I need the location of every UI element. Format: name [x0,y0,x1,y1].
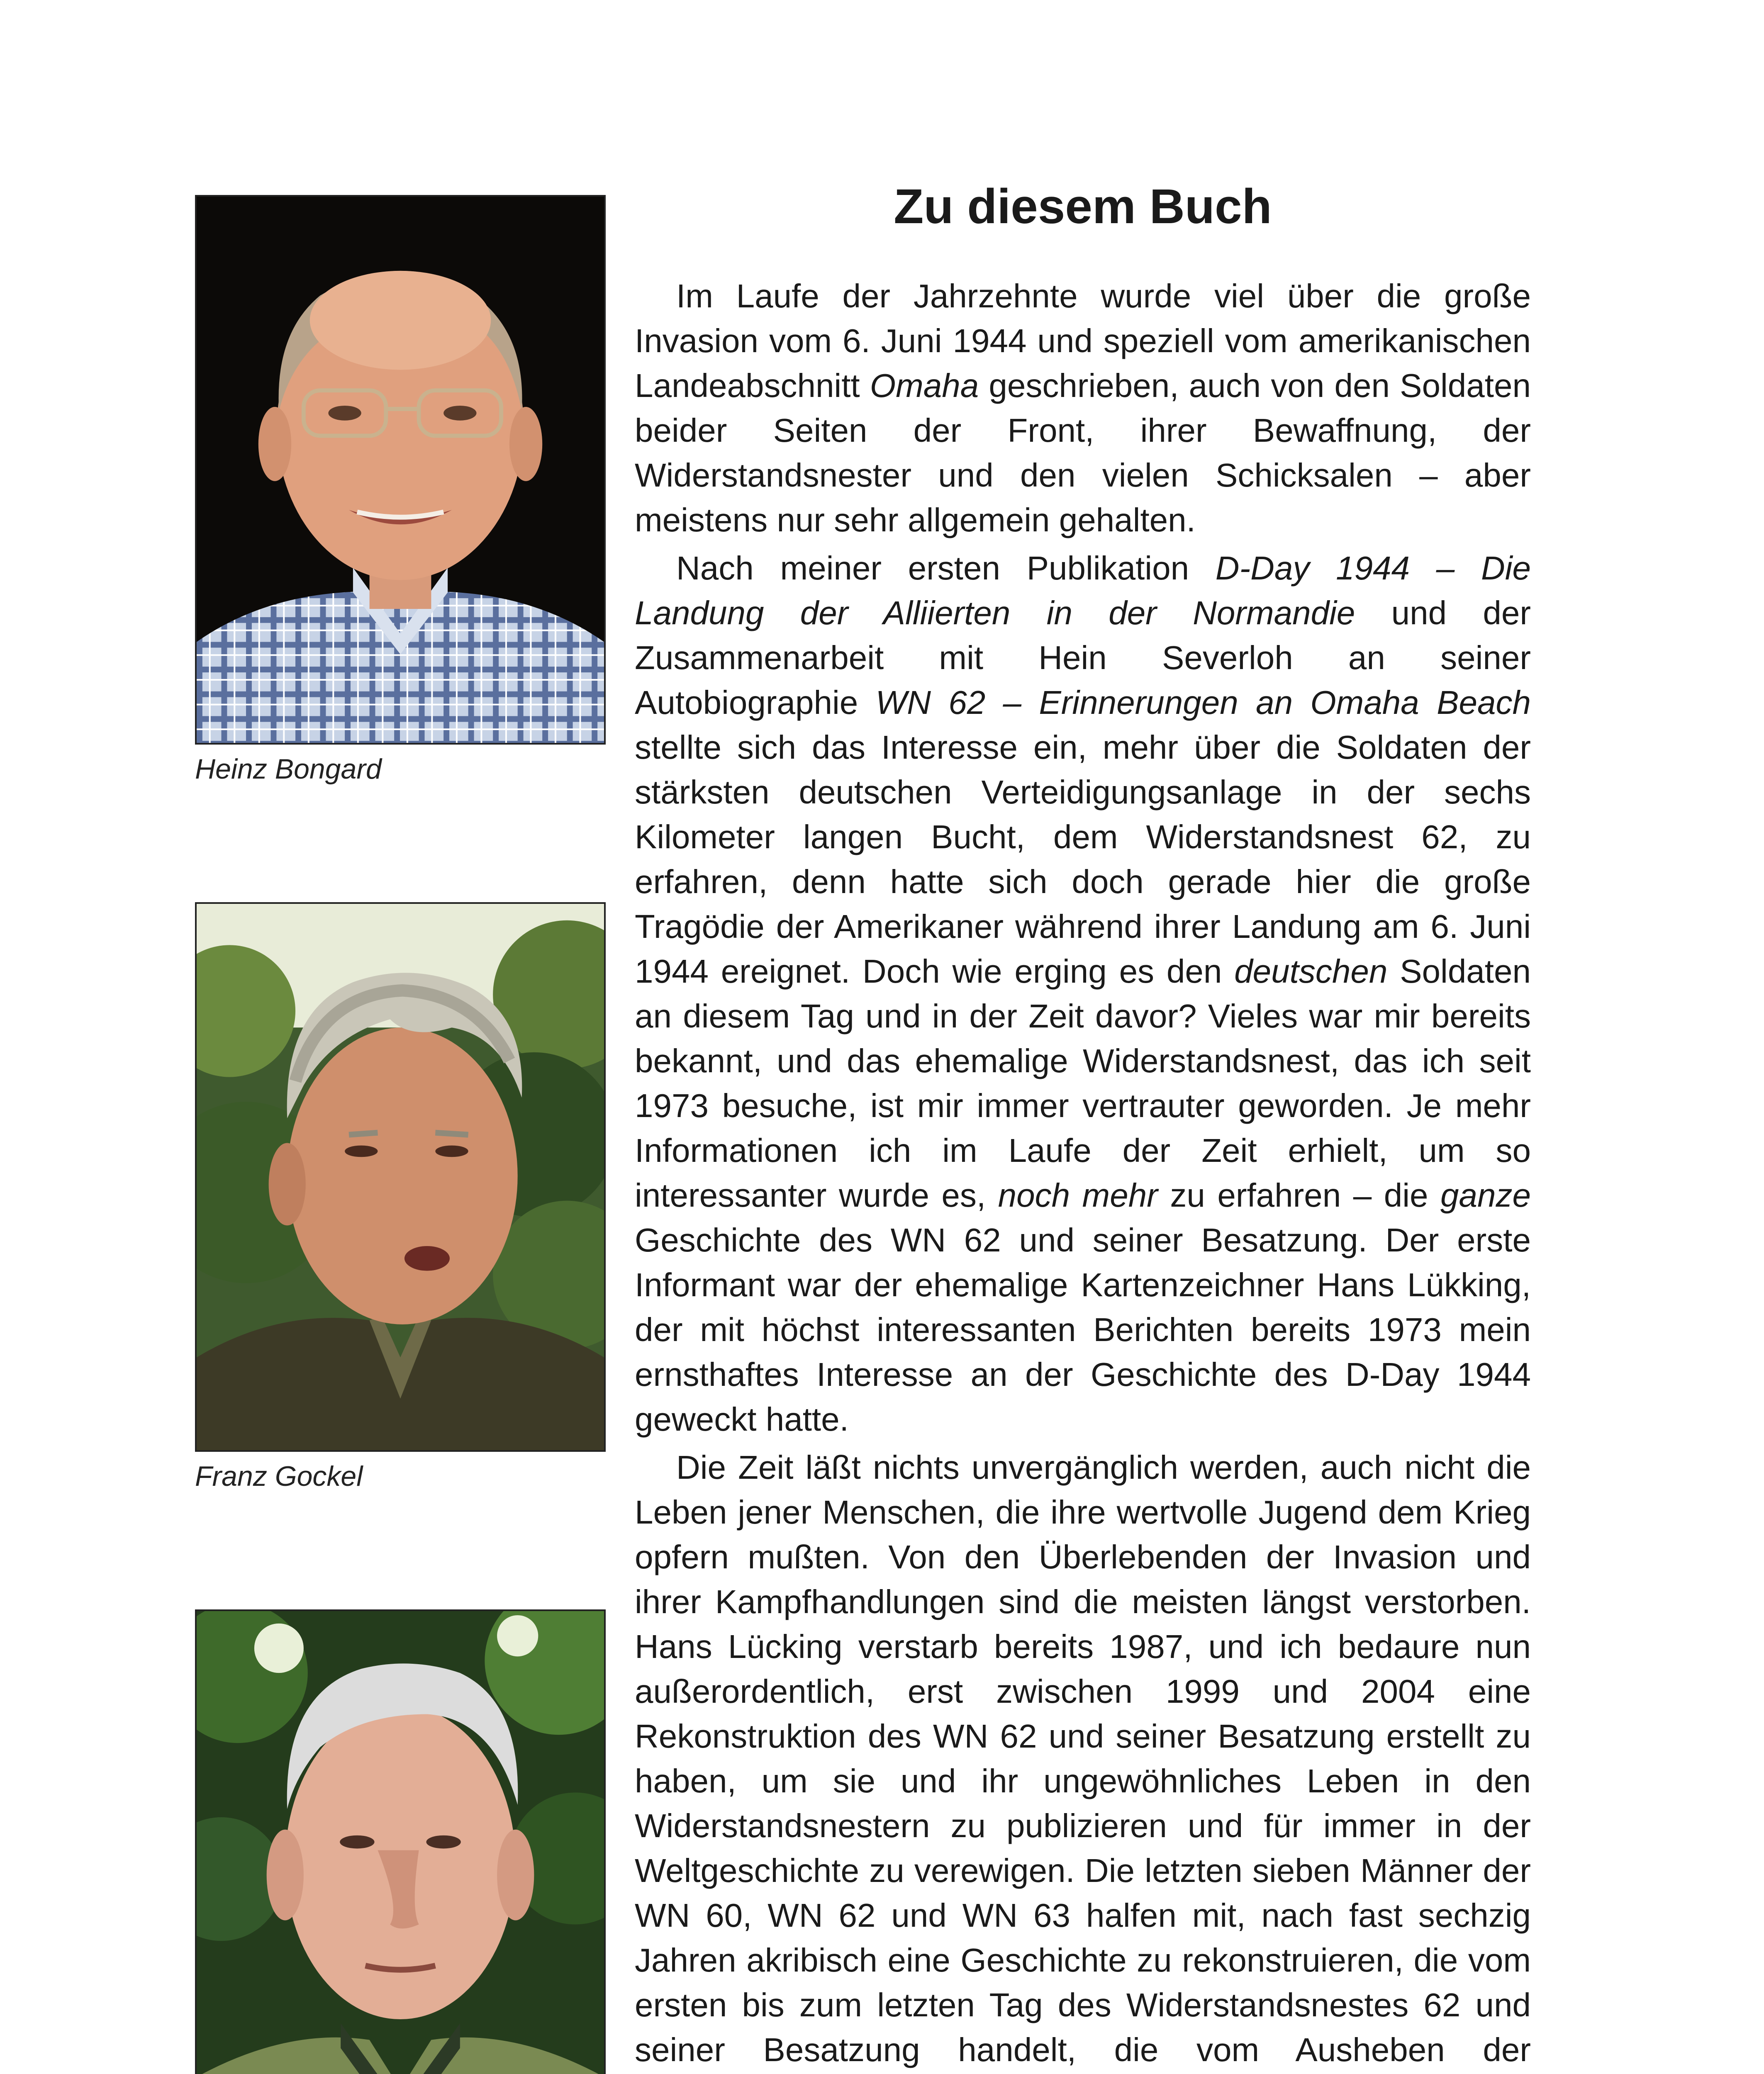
paragraph: Im Laufe der Jahrzehnte wurde viel über die große Invasion vom 6. Juni 1944 und speziell vom amerikanischen Landeabschnitt Omaha geschrieben, auch von den Soldaten beider Seiten der Front, ihrer Bewaffnung, der Widerstandsnester und den vielen Schicksalen – aber meistens nur sehr allgemein gehalten. [635,278,1531,538]
portrait-photo-franz-gockel [195,902,606,1452]
paragraph: Nach meiner ersten Publikation D-Day 1944 – Die Landung der Alliierten in der Normandie und der Zusammenarbeit mit Hein Severloh an seiner Autobiographie WN 62 – Erinnerungen an Omaha Beach stellte sich das Interesse ein, mehr über die Soldaten der stärksten deutschen Verteidigungsanlage in der sechs Kilometer langen Bucht, dem Widerstandsnest 62, zu erfahren, denn hatte sich doch gerade hier die große Tragödie der Amerikaner während ihrer Landung am 6. Juni 1944 ereignet. Doch wie erging es den deutschen Soldaten an diesem Tag und in der Zeit davor? Vieles war mir bereits bekannt, und das ehemalige Widerstandsnest, das ich seit 1973 besuche, ist mir immer vertrauter geworden. Je mehr Informationen ich im Laufe der Zeit erhielt, um so interessanter wurde es, noch mehr zu erfahren – die ganze Geschichte des WN 62 und seiner Besatzung. Der erste Informant war der ehemalige Kartenzeichner Hans Lükking, der mit höchst interessanten Berichten bereits 1973 mein ernsthaftes Interesse an der Geschichte des D-Day 1944 geweckt hatte. [635,550,1531,1438]
page-title: Zu diesem Buch [894,179,1272,234]
body-text [635,274,1531,2074]
photo-caption: Heinz Bongard [195,753,382,785]
photo-caption: Franz Gockel [195,1461,363,1492]
portrait-photo-heinz-bongard [195,195,606,745]
paragraph: Die Zeit läßt nichts unvergänglich werden, auch nicht die Leben jener Menschen, die ihre wertvolle Jugend dem Krieg opfern mußten. Von den Überlebenden der Invasion und ihrer Kampfhandlungen sind die meisten längst verstorben. Hans Lücking verstarb bereits 1987, und ich bedaure nun außerordentlich, erst zwischen 1999 und 2004 eine Rekonstruktion des WN 62 und seiner Besatzung erstellt zu haben, um sie und ihr ungewöhnliches Leben in den Widerstandsnestern zu publizieren und für immer in der Weltgeschichte zu verewigen. Die letzten sieben Männer der WN 60, WN 62 und WN 63 halfen mit, nach fast sechzig Jahren akribisch eine Geschichte zu rekonstruieren, die vom ersten bis zum letzten Tag des Widerstandsnestes 62 und seiner Besatzung handelt, die vom Ausheben der [635,1449,1531,2068]
portrait-photo-bernhard-lehmkuhl [195,1609,606,2074]
